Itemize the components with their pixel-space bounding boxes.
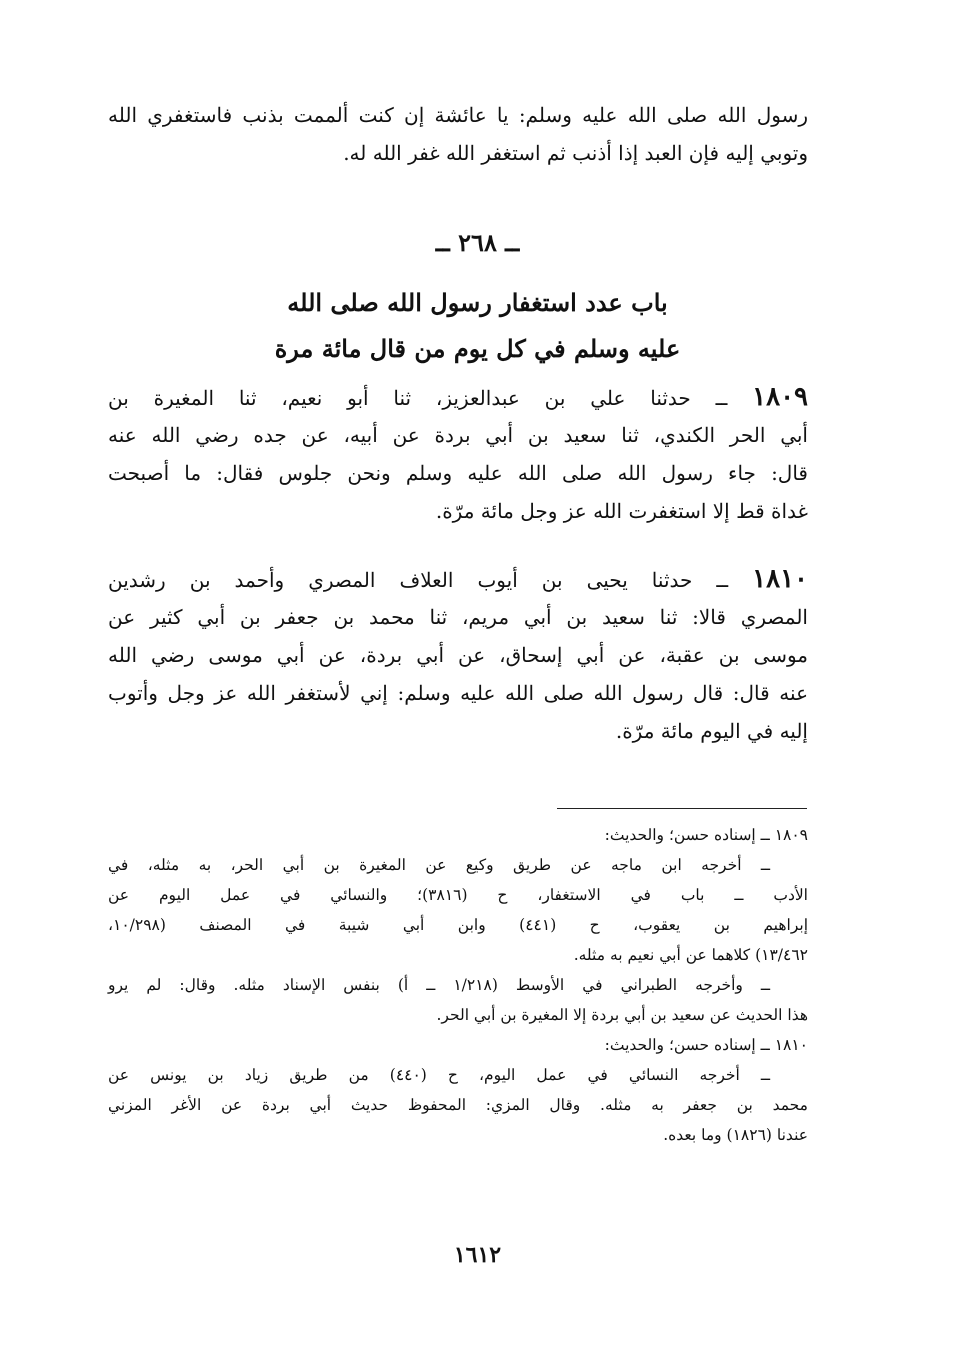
hadith-line: قال: جاء رسول الله صلى الله عليه وسلم ونحن جلوس فقال: ما أصبحت — [108, 461, 808, 485]
footnote-line: محمد بن جعفر به مثله. وقال المزي: المحفوظ حديث أبي بردة عن الأغر المزني — [108, 1096, 808, 1114]
hadith-number: ١٨٠٩ — [752, 382, 808, 412]
page-number: ١٦١٢ — [453, 1242, 502, 1268]
hadith-1809 — [108, 378, 808, 530]
footnote-line: عندنا (١٨٢٦) وما بعده. — [663, 1126, 808, 1144]
footnotes — [108, 820, 808, 1150]
footnote-line: ــ أخرجه ابن ماجه عن طريق وكيع عن المغيرة بن أبي الحر، به مثله، في — [108, 856, 770, 874]
footnote-line: هذا الحديث عن سعيد بن أبي بردة إلا المغيرة بن أبي الحر. — [436, 1006, 808, 1024]
hadith-number: ١٨١٠ — [752, 564, 809, 594]
section-number: ــ ٢٦٨ ــ — [435, 228, 520, 257]
hadith-line: موسى بن عقبة، عن أبي إسحاق، عن أبي بردة، عن أبي موسى رضي الله — [108, 643, 808, 667]
continuation-text — [108, 96, 808, 172]
hadith-text: ــ حدثنا علي بن عبدالعزيز، ثنا أبو نعيم، ثنا المغيرة بن — [108, 386, 728, 410]
footnote-head-1810: ١٨١٠ ــ إسناده حسن؛ والحديث: — [604, 1036, 808, 1054]
text-line: رسول الله صلى الله عليه وسلم: يا عائشة إن كنت ألممت بذنب فاستغفري الله — [108, 103, 808, 127]
hadith-line: المصري قالا: ثنا سعيد بن أبي مريم، ثنا محمد بن جعفر بن أبي كثير عن — [108, 605, 808, 629]
hadith-line: غداة قط إلا استغفرت الله عز وجل مائة مرّة. — [435, 499, 808, 523]
hadith-text: ــ حدثنا يحيى بن أيوب العلاف المصري وأحمد بن رشدين — [108, 568, 729, 592]
hadith-line: أبي الحر الكندي، ثنا سعيد بن أبي بردة عن أبيه، عن جده رضي الله عنه — [108, 423, 808, 447]
footnote-line: ــ وأخرجه الطبراني في الأوسط (١/٢١٨ ــ أ) بنفس الإسناد مثله. وقال: لم يرو — [108, 976, 770, 994]
footnote-line: ــ أخرجه النسائي في عمل اليوم، ح (٤٤٠) من طريق زياد بن يونس عن — [108, 1066, 770, 1084]
footnote-head-1809: ١٨٠٩ ــ إسناده حسن؛ والحديث: — [604, 826, 808, 844]
footnote-line: إبراهيم بن يعقوب، ح (٤٤١) وابن أبي شيبة في المصنف (١٠/٢٩٨، — [108, 916, 808, 934]
hadith-line — [108, 378, 808, 416]
hadith-line: إليه في اليوم مائة مرّة. — [615, 719, 808, 743]
hadith-line — [108, 560, 808, 598]
footnote-divider — [557, 808, 807, 809]
footnote-line: الأدب ــ باب في الاستغفار، ح (٣٨١٦)؛ والنسائي في عمل اليوم عن — [108, 886, 808, 904]
hadith-line: عنه قال: قال رسول الله صلى الله عليه وسلم: إني لأستغفر الله عز وجل وأتوب — [108, 681, 808, 705]
text-line: وتوبي إليه فإن العبد إذا أذنب ثم استغفر الله غفر الله له. — [343, 141, 808, 165]
section-title — [0, 280, 955, 372]
hadith-1810 — [108, 560, 808, 750]
footnote-line: ١٣/٤٦٢) كلاهما عن أبي نعيم به مثله. — [573, 946, 808, 964]
section-title-line: باب عدد استغفار رسول الله صلى الله — [287, 288, 668, 317]
section-title-line: عليه وسلم في كل يوم من قال مائة مرة — [274, 334, 681, 363]
